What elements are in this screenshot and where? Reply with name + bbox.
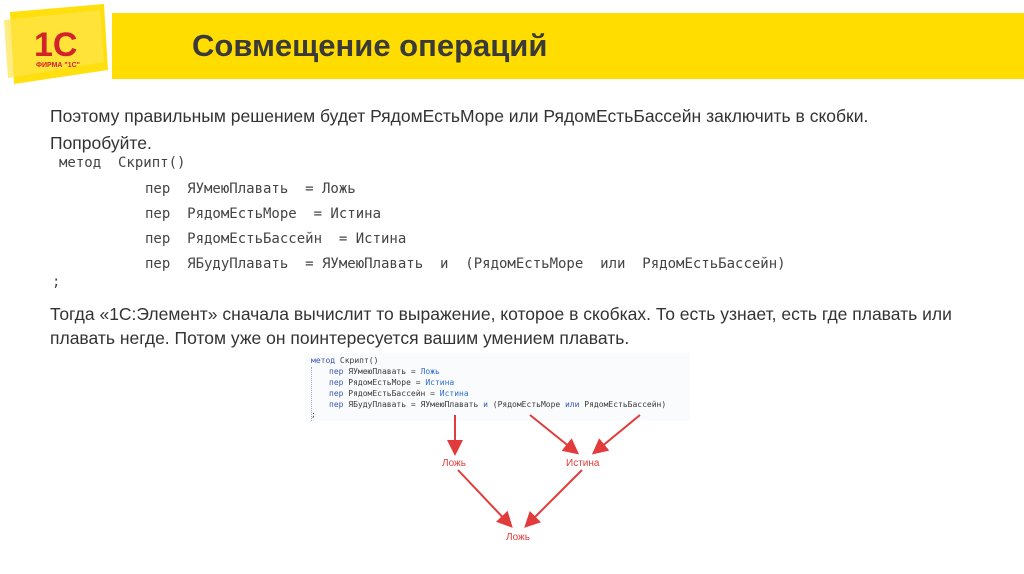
mini-op-and: и — [483, 400, 488, 409]
paragraph-explanation: Тогда «1С:Элемент» сначала вычислит то выражение, которое в скобках. То есть узнает, есть где плавать или плавать негде. Потом уже он поинтересуется вашим умением плавать. — [50, 304, 952, 348]
logo-mark: 1С — [34, 26, 78, 64]
mini-kw: метод — [311, 356, 336, 365]
arrow-left-to-result — [458, 470, 510, 525]
mini-text: ЯБудуПлавать = ЯУмеюПлавать — [343, 400, 484, 409]
mini-value: Истина — [439, 389, 469, 398]
mini-op-or: или — [565, 400, 580, 409]
paragraph-intro: Поэтому правильным решением будет РядомЕстьМоре или РядомЕстьБассейн заключить в скобки. — [50, 106, 869, 126]
mini-value: Ложь — [420, 367, 440, 376]
code-line-var3: пер РядомЕстьБассейн = Истина — [145, 231, 407, 247]
code-line-end: ; — [52, 274, 61, 290]
arrow-sea-to-right-node — [530, 415, 576, 452]
code-line-method: метод Скрипт() — [59, 155, 186, 171]
node-result: Ложь — [506, 532, 530, 543]
code-line-var4: пер ЯБудуПлавать = ЯУмеюПлавать и (РядомЕстьМоре или РядомЕстьБассейн) — [145, 256, 786, 272]
mini-kw: пер — [329, 400, 344, 409]
mini-code-line-6: ; — [311, 410, 316, 419]
mini-text: (РядомЕстьМоре — [487, 400, 566, 409]
mini-kw: пер — [329, 367, 344, 376]
node-left: Ложь — [442, 458, 466, 469]
mini-kw: пер — [329, 389, 344, 398]
code-line-var1: пер ЯУмеюПлавать = Ложь — [145, 181, 356, 197]
mini-text: РядомЕстьБассейн = — [343, 389, 440, 398]
logo-caption: ФИРМА "1С" — [36, 62, 80, 69]
mini-kw: пер — [329, 378, 344, 387]
mini-text: РядомЕстьБассейн) — [579, 400, 667, 409]
mini-text: ЯУмеюПлавать = — [343, 367, 421, 376]
mini-value: Истина — [425, 378, 455, 387]
paragraph-try: Попробуйте. — [50, 133, 152, 153]
code-line-var2: пер РядомЕстьМоре = Истина — [145, 206, 382, 222]
arrow-pool-to-right-node — [595, 415, 640, 452]
node-right: Истина — [566, 458, 600, 469]
arrow-right-to-result — [527, 470, 582, 525]
mini-text: РядомЕстьМоре = — [343, 378, 426, 387]
page-title: Совмещение операций — [192, 28, 548, 63]
mini-text: Скрипт() — [335, 356, 379, 365]
